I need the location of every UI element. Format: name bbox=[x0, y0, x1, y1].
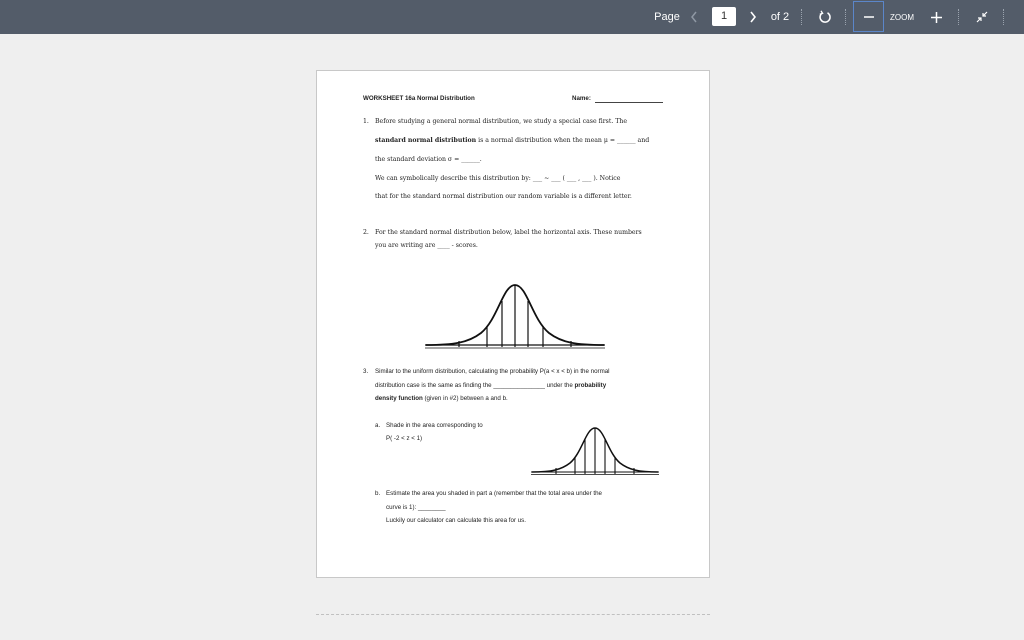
name-blank bbox=[595, 102, 663, 103]
q3-line2-bold: probability bbox=[574, 382, 607, 389]
q1-line2-rest: is a normal distribution when the mean μ = ______ and bbox=[476, 137, 650, 144]
rotate-icon bbox=[818, 10, 832, 24]
plus-icon bbox=[931, 12, 942, 23]
toolbar-divider bbox=[801, 9, 802, 25]
zoom-out-button[interactable] bbox=[853, 1, 884, 32]
q3b-label: b. bbox=[375, 490, 381, 497]
normal-curve-large bbox=[423, 281, 607, 351]
q1-line2-bold: standard normal distribution bbox=[375, 137, 477, 144]
collapse-icon bbox=[976, 11, 988, 23]
q3-number: 3. bbox=[363, 368, 369, 375]
name-label: Name: bbox=[572, 95, 591, 102]
q3a-line2: P( -2 < z < 1) bbox=[386, 435, 423, 442]
q3-line3-bold: density function bbox=[375, 395, 423, 402]
chevron-left-icon bbox=[690, 11, 698, 23]
q3b-line1: Estimate the area you shaded in part a (remember that the total area under the bbox=[386, 490, 603, 497]
worksheet-title: WORKSHEET 16a Normal Distribution bbox=[363, 95, 475, 102]
zoom-label: ZOOM bbox=[890, 12, 914, 22]
normal-curve-small bbox=[529, 425, 661, 477]
page-count: of 2 bbox=[770, 11, 790, 23]
page-label: Page bbox=[654, 11, 680, 23]
q3b-line3: Luckily our calculator can calculate this area for us. bbox=[386, 517, 526, 524]
next-page-button[interactable] bbox=[745, 0, 761, 34]
q1-line3: the standard deviation σ = ______. bbox=[375, 156, 482, 163]
toolbar-divider bbox=[1003, 9, 1004, 25]
q1-line4: We can symbolically describe this distribution by: ___ ~ ___ ( ___ , ___ ). Notice bbox=[375, 175, 621, 182]
previous-page-button[interactable] bbox=[686, 0, 702, 34]
exit-fullscreen-button[interactable] bbox=[972, 0, 992, 34]
q1-line2 bbox=[375, 137, 649, 145]
q3a-line1: Shade in the area corresponding to bbox=[386, 422, 483, 429]
q1-number: 1. bbox=[363, 118, 369, 125]
q1-line5: that for the standard normal distribution our random variable is a different letter. bbox=[375, 193, 632, 200]
toolbar-divider bbox=[958, 9, 959, 25]
page-number-input[interactable]: 1 bbox=[712, 7, 736, 26]
viewer-toolbar bbox=[0, 0, 1024, 34]
q2-line2: you are writing are ____ - scores. bbox=[375, 242, 478, 249]
q3-line3 bbox=[375, 395, 508, 403]
q3-line2 bbox=[375, 382, 606, 390]
q1-line1: Before studying a general normal distribution, we study a special case first. The bbox=[375, 118, 628, 125]
rotate-button[interactable] bbox=[815, 0, 835, 34]
q3-line1: Similar to the uniform distribution, calculating the probability P(a < x < b) in the normal bbox=[375, 368, 610, 375]
document-page bbox=[316, 70, 710, 578]
q3a-label: a. bbox=[375, 422, 381, 429]
chevron-right-icon bbox=[749, 11, 757, 23]
toolbar-divider bbox=[845, 9, 846, 25]
minus-icon bbox=[864, 12, 874, 22]
q2-line1: For the standard normal distribution below, label the horizontal axis. These numbers bbox=[375, 229, 642, 236]
q3-line2-start: distribution case is the same as finding the _______________ under the bbox=[375, 382, 575, 389]
q3b-line2: curve is 1): ________ bbox=[386, 504, 446, 511]
zoom-in-button[interactable] bbox=[926, 0, 946, 34]
next-page-boundary bbox=[316, 614, 710, 615]
q2-number: 2. bbox=[363, 229, 369, 236]
q3-line3-rest: (given in #2) between a and b. bbox=[422, 395, 508, 402]
